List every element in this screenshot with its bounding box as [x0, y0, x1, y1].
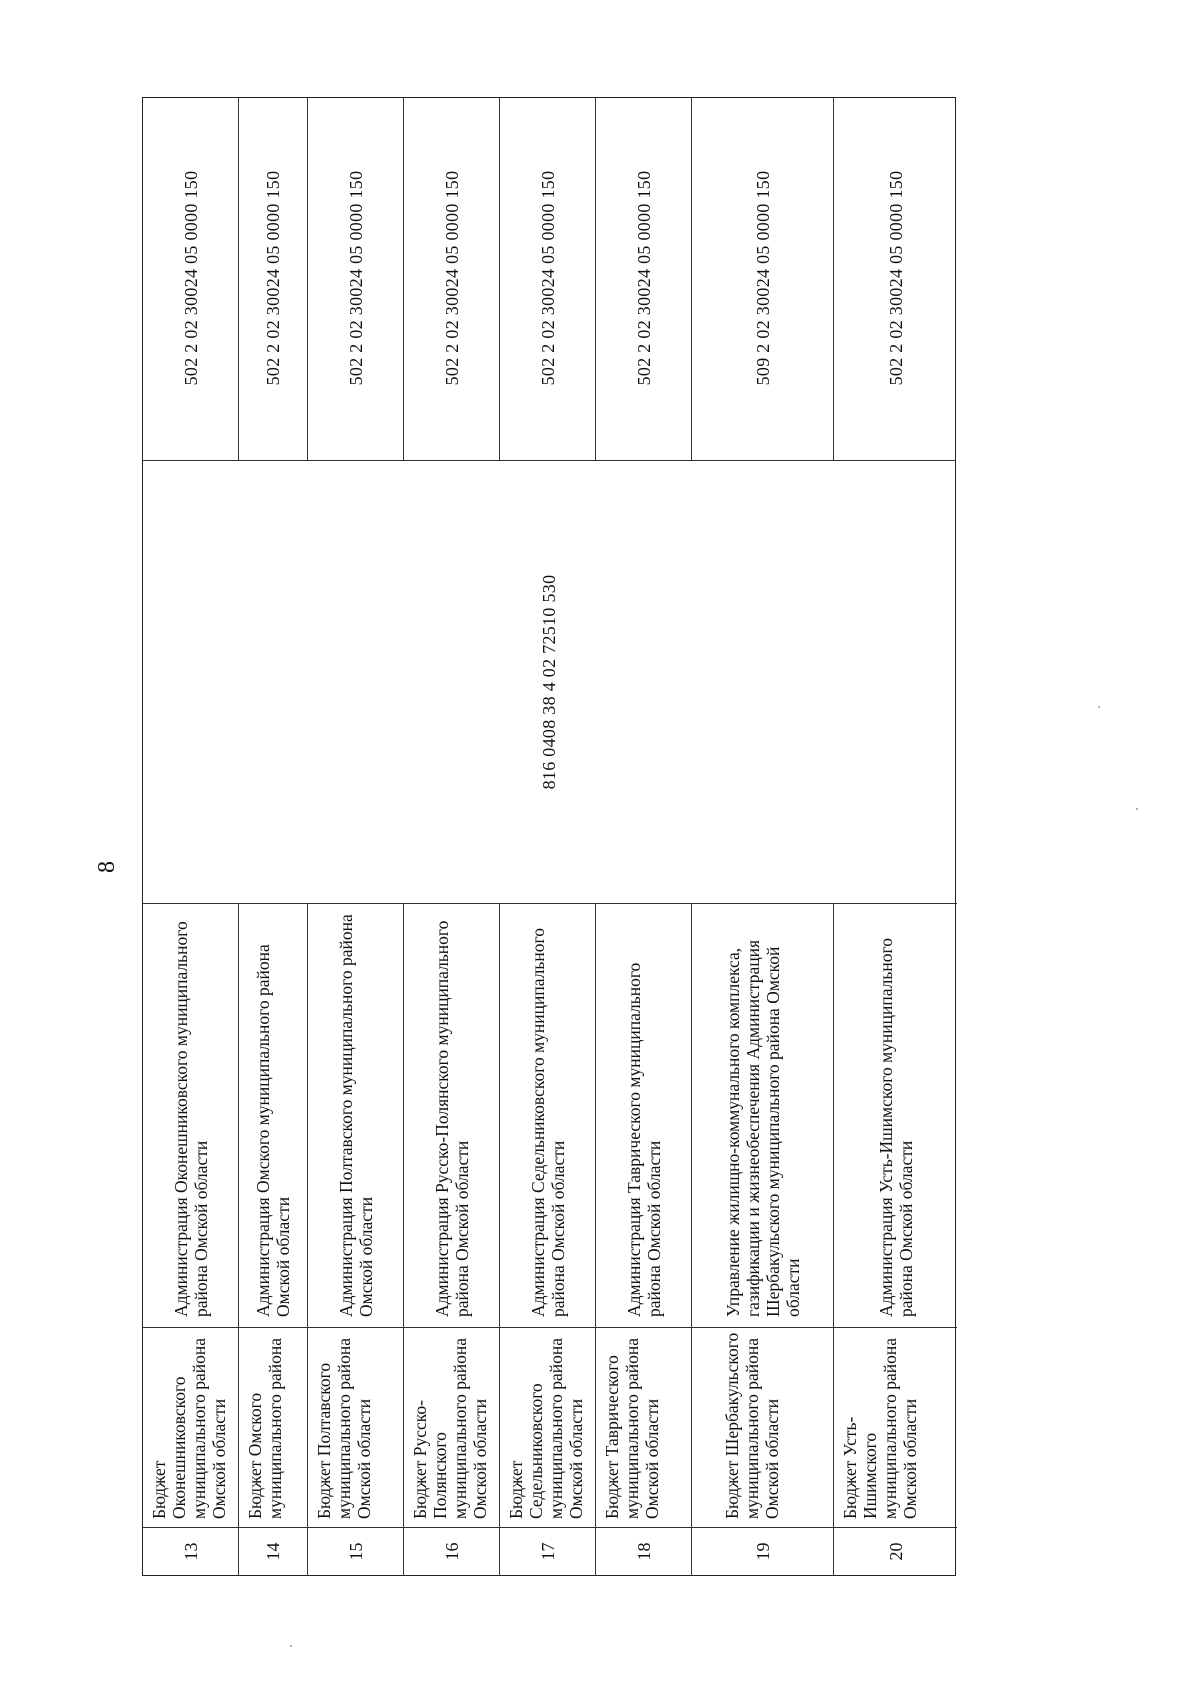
revenue-code: 502 2 02 30024 05 0000 150: [263, 170, 283, 386]
row-number: 17: [500, 1527, 595, 1575]
row-number: 14: [239, 1527, 307, 1575]
budget-name: Бюджет Полтавского муниципального района Омской области: [308, 1327, 403, 1527]
revenue-code: 502 2 02 30024 05 0000 150: [633, 170, 654, 386]
scan-artifact: [290, 1645, 292, 1647]
revenue-code: 509 2 02 30024 05 0000 150: [752, 170, 773, 386]
budget-name: Бюджет Оконешниковского муниципального района Омской области: [143, 1327, 238, 1527]
revenue-code: 502 2 02 30024 05 0000 150: [885, 170, 906, 386]
page-number: 8: [94, 861, 120, 873]
scan-artifact: [1136, 808, 1138, 810]
budget-name: Бюджет Русско-Полянского муниципального района Омской области: [404, 1327, 499, 1527]
row-number: 16: [404, 1527, 499, 1575]
revenue-code: 502 2 02 30024 05 0000 150: [537, 170, 558, 386]
row-number: 19: [692, 1527, 833, 1575]
budget-name: Бюджет Омского муниципального района: [239, 1327, 307, 1527]
administrator-name: Администрация Оконешниковского муниципального района Омской области: [143, 903, 238, 1327]
budget-name: Бюджет Усть-Ишимского муниципального района Омской области: [834, 1327, 957, 1527]
budget-name: Бюджет Шербакульского муниципального района Омской области: [692, 1327, 833, 1527]
table-container: [142, 97, 956, 1576]
expense-classification-code: 816 0408 38 4 02 72510 530: [143, 460, 955, 903]
row-number: 15: [308, 1527, 403, 1575]
administrator-name: Администрация Усть-Ишимского муниципального района Омской области: [834, 903, 957, 1327]
row-number: 13: [143, 1527, 238, 1575]
budget-name: Бюджет Седельниковского муниципального района Омской области: [500, 1327, 595, 1527]
administrator-name: Администрация Омского муниципального района Омской области: [239, 903, 307, 1327]
administrator-name: Администрация Полтавского муниципального района Омской области: [308, 903, 403, 1327]
row-number: 20: [834, 1527, 957, 1575]
budget-table: [142, 97, 956, 1576]
revenue-code: 502 2 02 30024 05 0000 150: [441, 170, 462, 386]
administrator-name: Администрация Русско-Полянского муниципального района Омской области: [404, 903, 499, 1327]
administrator-name: Администрация Таврического муниципального района Омской области: [596, 903, 691, 1327]
budget-name: Бюджет Таврического муниципального района Омской области: [596, 1327, 691, 1527]
revenue-code: 502 2 02 30024 05 0000 150: [180, 170, 201, 386]
administrator-name: Администрация Седельниковского муниципального района Омской области: [500, 903, 595, 1327]
row-number: 18: [596, 1527, 691, 1575]
administrator-name: Управление жилищно-коммунального комплекса, газификации и жизнеобеспечения Администрация Шербакульского муниципального района Омской области: [692, 903, 833, 1327]
scan-artifact: [1098, 706, 1100, 708]
revenue-code: 502 2 02 30024 05 0000 150: [345, 170, 366, 386]
